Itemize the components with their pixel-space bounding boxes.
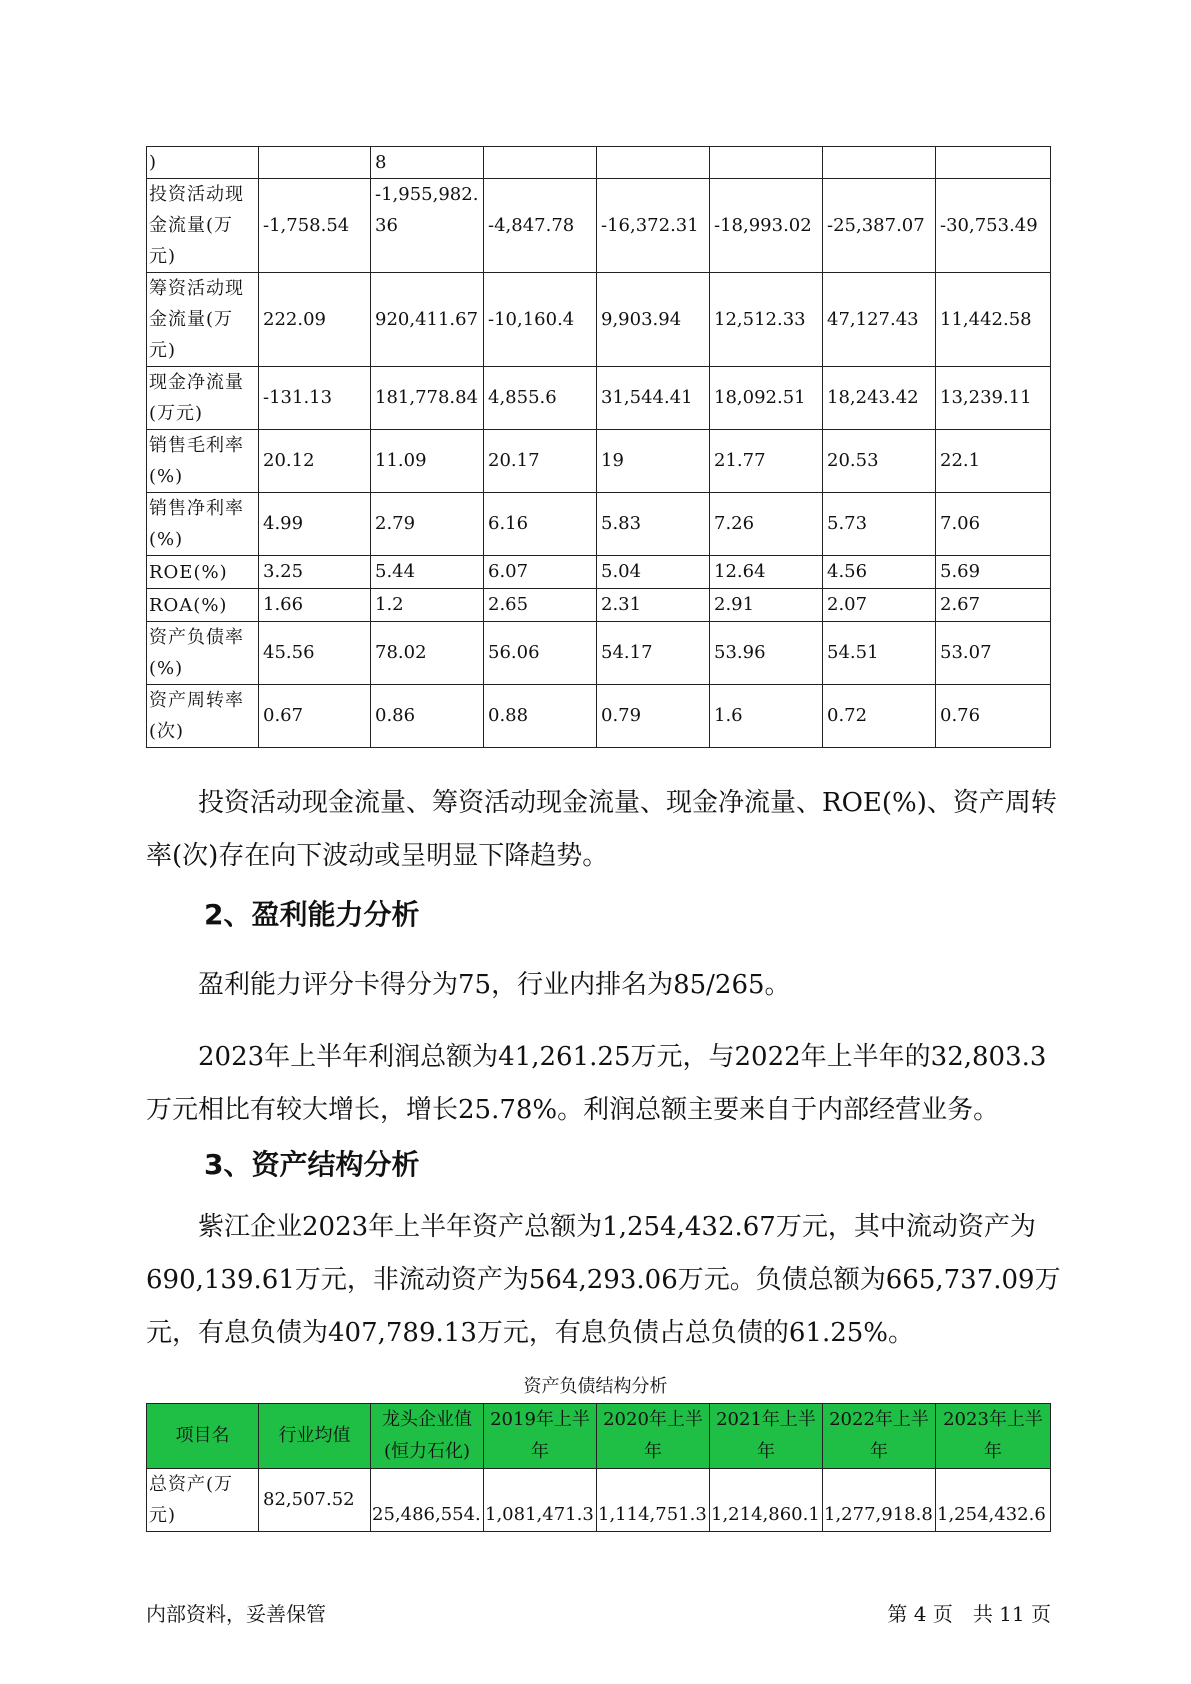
table-cell — [597, 147, 710, 179]
table-cell: 0.72 — [823, 685, 936, 748]
table-cell: -1,758.54 — [259, 179, 371, 273]
table-cell: 18,243.42 — [823, 367, 936, 430]
table-cell — [823, 147, 936, 179]
table-cell: 1,214,860.1 — [710, 1469, 823, 1532]
column-header: 2019年上半年 — [484, 1404, 597, 1469]
table-cell: -16,372.31 — [597, 179, 710, 273]
table-cell: 0.67 — [259, 685, 371, 748]
trend-paragraph: 投资活动现金流量、筹资活动现金流量、现金净流量、ROE(%)、资产周转率(次)存在向下波动或呈明显下降趋势。 — [146, 788, 1057, 871]
table-cell: -4,847.78 — [484, 179, 597, 273]
table-cell: 4.99 — [259, 493, 371, 556]
column-header: 项目名 — [147, 1404, 259, 1469]
table-cell: 78.02 — [371, 622, 484, 685]
table-cell: 5.83 — [597, 493, 710, 556]
table-cell: 222.09 — [259, 273, 371, 367]
column-header: 2020年上半年 — [597, 1404, 710, 1469]
table-cell: 2.31 — [597, 589, 710, 622]
table-row — [147, 493, 1051, 556]
column-header: 2021年上半年 — [710, 1404, 823, 1469]
row-label: 资产周转率(次) — [147, 685, 259, 748]
row-label: ROE(%) — [147, 556, 259, 589]
table-cell — [484, 147, 597, 179]
table-cell: 2.07 — [823, 589, 936, 622]
table-cell: 9,903.94 — [597, 273, 710, 367]
table-cell: 21.77 — [710, 430, 823, 493]
table-cell: 1,277,918.8 — [823, 1469, 936, 1532]
profitability-score-paragraph: 盈利能力评分卡得分为75，行业内排名为85/265。 — [198, 970, 791, 1000]
table-cell: 20.53 — [823, 430, 936, 493]
table-cell: 6.16 — [484, 493, 597, 556]
table-cell: 45.56 — [259, 622, 371, 685]
table-cell: 20.17 — [484, 430, 597, 493]
table-cell: 47,127.43 — [823, 273, 936, 367]
table-cell: 2.67 — [936, 589, 1051, 622]
footer-confidential: 内部资料，妥善保管 — [146, 1602, 326, 1626]
profit-paragraph: 2023年上半年利润总额为41,261.25万元，与2022年上半年的32,803.3万元相比有较大增长，增长25.78%。利润总额主要来自于内部经营业务。 — [146, 1042, 1047, 1125]
table-cell — [936, 147, 1051, 179]
table-cell: 0.88 — [484, 685, 597, 748]
table-cell — [710, 147, 823, 179]
table-cell: 12.64 — [710, 556, 823, 589]
row-label: 总资产(万元) — [147, 1469, 259, 1532]
table-cell: 11,442.58 — [936, 273, 1051, 367]
column-header: 行业均值 — [259, 1404, 371, 1469]
table-cell: 1,114,751.3 — [597, 1469, 710, 1532]
table-cell: -25,387.07 — [823, 179, 936, 273]
table-cell: 53.07 — [936, 622, 1051, 685]
asset-structure-paragraph: 紫江企业2023年上半年资产总额为1,254,432.67万元，其中流动资产为690,139.61万元，非流动资产为564,293.06万元。负债总额为665,737.09万元，有息负债为407,789.13万元，有息负债占总负债的61.25%。 — [146, 1212, 1061, 1348]
section-heading-profitability: 2、盈利能力分析 — [204, 898, 420, 931]
table-row — [147, 147, 1051, 179]
table-row — [147, 685, 1051, 748]
table-cell: 1.66 — [259, 589, 371, 622]
table-row — [147, 367, 1051, 430]
row-label: 投资活动现金流量(万元) — [147, 179, 259, 273]
table-cell: 12,512.33 — [710, 273, 823, 367]
table-cell: 54.51 — [823, 622, 936, 685]
table-row — [147, 273, 1051, 367]
table-cell: 1,081,471.3 — [484, 1469, 597, 1532]
table-row — [147, 622, 1051, 685]
table-cell: 5.73 — [823, 493, 936, 556]
table-cell: 0.76 — [936, 685, 1051, 748]
column-header: 龙头企业值(恒力石化) — [371, 1404, 484, 1469]
table-row — [147, 556, 1051, 589]
table-caption: 资产负债结构分析 — [523, 1376, 668, 1397]
table-cell: 4.56 — [823, 556, 936, 589]
table-cell: 56.06 — [484, 622, 597, 685]
table-cell: 5.69 — [936, 556, 1051, 589]
table-cell: 1.2 — [371, 589, 484, 622]
table-cell: 54.17 — [597, 622, 710, 685]
table-cell: 2.91 — [710, 589, 823, 622]
table-cell: 5.44 — [371, 556, 484, 589]
table-row — [147, 179, 1051, 273]
table-cell: -10,160.4 — [484, 273, 597, 367]
table-row — [147, 589, 1051, 622]
row-label: 资产负债率(%) — [147, 622, 259, 685]
row-label: 销售净利率(%) — [147, 493, 259, 556]
row-label: ROA(%) — [147, 589, 259, 622]
table-cell: -18,993.02 — [710, 179, 823, 273]
financial-indicators-table — [146, 146, 1051, 748]
table-cell: 13,239.11 — [936, 367, 1051, 430]
table-cell: -30,753.49 — [936, 179, 1051, 273]
balance-structure-table — [146, 1403, 1051, 1532]
table-cell: 0.79 — [597, 685, 710, 748]
table-cell: 11.09 — [371, 430, 484, 493]
table-cell: -1,955,982.36 — [371, 179, 484, 273]
row-label: 筹资活动现金流量(万元) — [147, 273, 259, 367]
table-cell: 22.1 — [936, 430, 1051, 493]
table-row — [147, 1469, 1051, 1532]
table-cell: 4,855.6 — [484, 367, 597, 430]
table-cell — [259, 147, 371, 179]
table-cell: 7.06 — [936, 493, 1051, 556]
table-cell: 25,486,554. — [371, 1469, 484, 1532]
table-cell: 1.6 — [710, 685, 823, 748]
table-cell: 18,092.51 — [710, 367, 823, 430]
table-cell: 920,411.67 — [371, 273, 484, 367]
table-cell: 5.04 — [597, 556, 710, 589]
table-cell: 8 — [371, 147, 484, 179]
section-heading-asset-structure: 3、资产结构分析 — [204, 1148, 420, 1181]
row-label: 现金净流量(万元) — [147, 367, 259, 430]
table-cell: 181,778.84 — [371, 367, 484, 430]
table-cell: 20.12 — [259, 430, 371, 493]
table-cell: 0.86 — [371, 685, 484, 748]
column-header: 2022年上半年 — [823, 1404, 936, 1469]
column-header: 2023年上半年 — [936, 1404, 1051, 1469]
table-cell: 2.79 — [371, 493, 484, 556]
row-label: 销售毛利率(%) — [147, 430, 259, 493]
table-cell: 82,507.52 — [259, 1469, 371, 1532]
table-cell: 3.25 — [259, 556, 371, 589]
table-cell: 53.96 — [710, 622, 823, 685]
row-label: ) — [147, 147, 259, 179]
table-cell: 7.26 — [710, 493, 823, 556]
footer-page-number: 第 4 页 共 11 页 — [887, 1602, 1051, 1626]
table-cell: 19 — [597, 430, 710, 493]
table-cell: -131.13 — [259, 367, 371, 430]
table-cell: 2.65 — [484, 589, 597, 622]
table-row — [147, 430, 1051, 493]
table-cell: 31,544.41 — [597, 367, 710, 430]
table-cell: 6.07 — [484, 556, 597, 589]
table-cell: 1,254,432.6 — [936, 1469, 1051, 1532]
